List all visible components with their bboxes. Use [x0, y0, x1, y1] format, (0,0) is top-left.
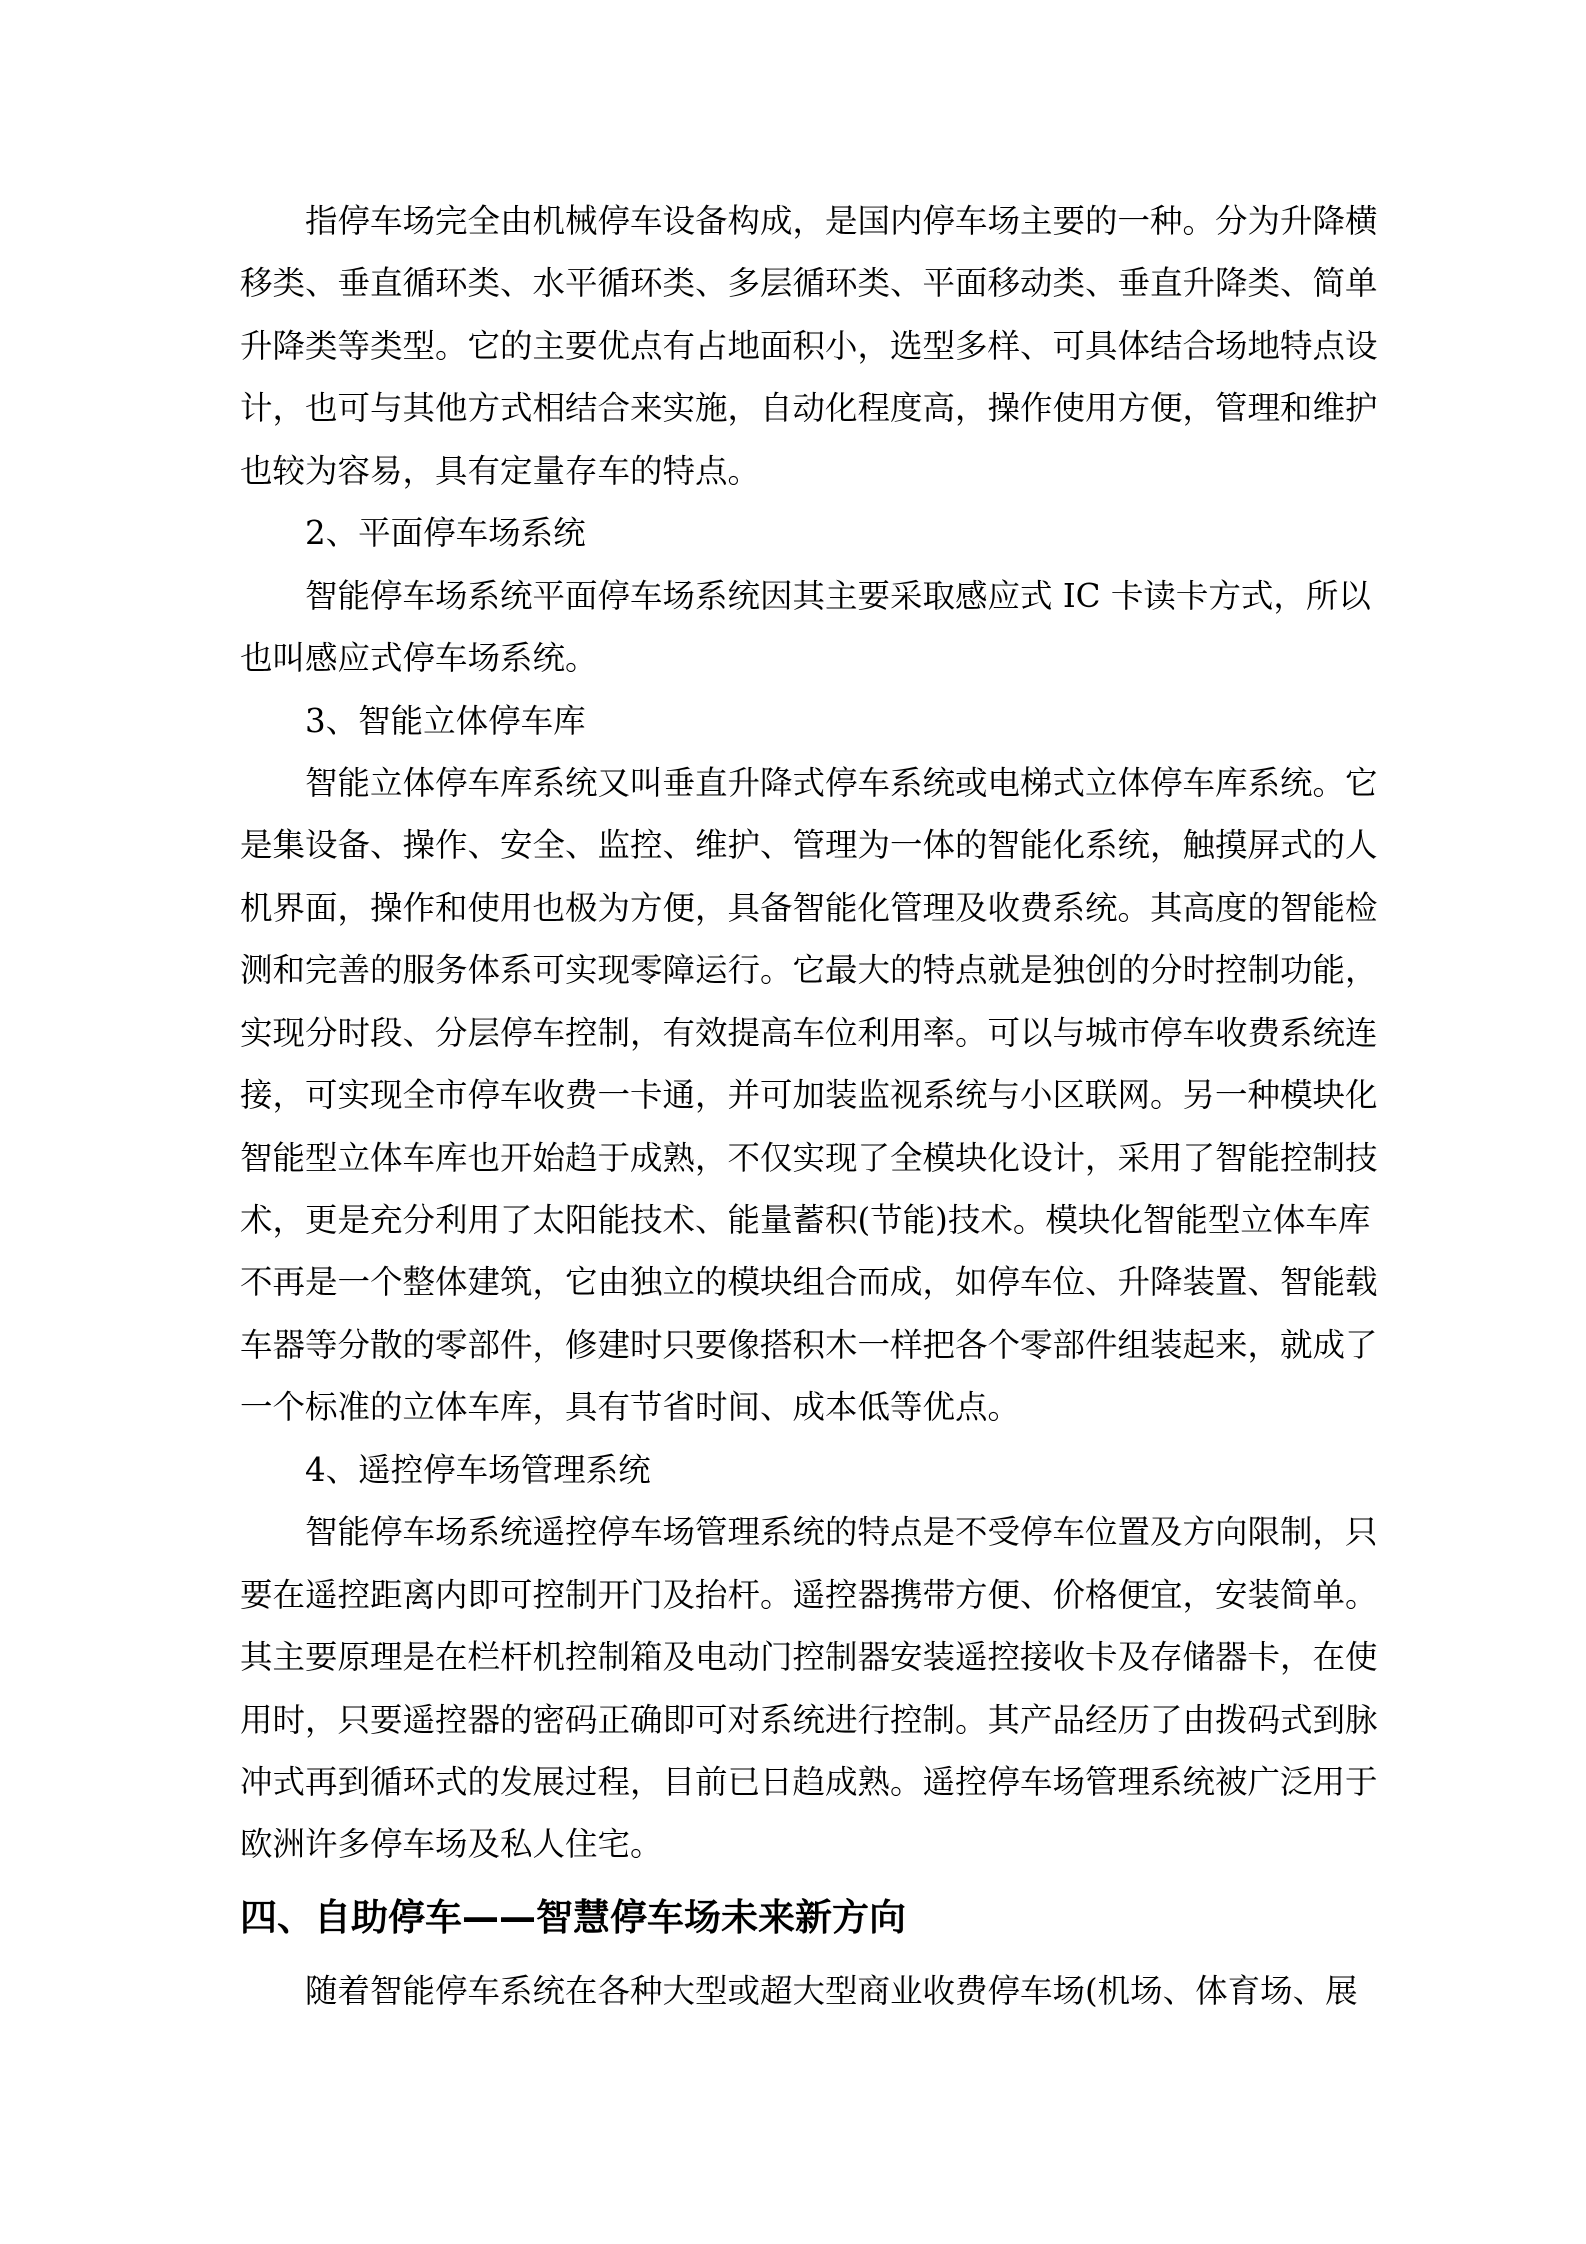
paragraph-line: 冲式再到循环式的发展过程，目前已日趋成熟。遥控停车场管理系统被广泛用于: [240, 1762, 1378, 1801]
paragraph-line: 实现分时段、分层停车控制，有效提高车位利用率。可以与城市停车收费系统连: [240, 1013, 1378, 1052]
document-body: [240, 190, 1378, 2022]
paragraph-line: 计，也可与其他方式相结合来实施，自动化程度高，操作使用方便，管理和维护: [240, 389, 1378, 428]
paragraph-line: 指停车场完全由机械停车设备构成，是国内停车场主要的一种。分为升降横: [305, 202, 1378, 240]
paragraph-line: 是集设备、操作、安全、监控、维护、管理为一体的智能化系统，触摸屏式的人: [240, 826, 1378, 865]
paragraph-line: 测和完善的服务体系可实现零障运行。它最大的特点就是独创的分时控制功能，: [240, 951, 1378, 990]
paragraph-line: 术，更是充分利用了太阳能技术、能量蓄积(节能)技术。模块化智能型立体车库: [240, 1201, 1371, 1239]
subheading-flat-parking-system: 2、平面停车场系统: [305, 514, 586, 553]
paragraph-smart-stereo-garage: [240, 752, 1378, 1439]
paragraph-remote-parking-management: [240, 1501, 1378, 1876]
paragraph-line: 也叫感应式停车场系统。: [240, 639, 598, 678]
paragraph-line: 欧洲许多停车场及私人住宅。: [240, 1825, 663, 1864]
section-heading-self-service-parking: 四、自助停车——智慧停车场未来新方向: [240, 1895, 906, 1939]
paragraph-self-service-parking: [240, 1960, 1358, 2022]
paragraph-line: 智能型立体车库也开始趋于成熟，不仅实现了全模块化设计，采用了智能控制技: [240, 1138, 1378, 1177]
paragraph-line: 用时，只要遥控器的密码正确即可对系统进行控制。其产品经历了由拨码式到脉: [240, 1700, 1378, 1739]
paragraph-flat-parking-system: [240, 565, 1371, 690]
paragraph-line: 升降类等类型。它的主要优点有占地面积小，选型多样、可具体结合场地特点设: [240, 326, 1378, 365]
paragraph-line: 也较为容易，具有定量存车的特点。: [240, 451, 761, 490]
paragraph-line: 智能停车场系统平面停车场系统因其主要采取感应式 IC 卡读卡方式，所以: [305, 576, 1371, 615]
paragraph-line: 要在遥控距离内即可控制开门及抬杆。遥控器携带方便、价格便宜，安装简单。: [240, 1575, 1378, 1614]
paragraph-line: 其主要原理是在栏杆机控制箱及电动门控制器安装遥控接收卡及存储器卡，在使: [240, 1638, 1378, 1677]
paragraph-line: 随着智能停车系统在各种大型或超大型商业收费停车场(机场、体育场、展: [305, 1971, 1358, 2010]
paragraph-mechanical-parking: [240, 190, 1378, 502]
paragraph-line: 机界面，操作和使用也极为方便，具备智能化管理及收费系统。其高度的智能检: [240, 888, 1378, 927]
paragraph-line: 车器等分散的零部件，修建时只要像搭积木一样把各个零部件组装起来，就成了: [240, 1325, 1378, 1364]
paragraph-line: 不再是一个整体建筑，它由独立的模块组合而成，如停车位、升降装置、智能载: [240, 1263, 1378, 1302]
paragraph-line: 接，可实现全市停车收费一卡通，并可加装监视系统与小区联网。另一种模块化: [240, 1076, 1378, 1115]
paragraph-line: 智能立体停车库系统又叫垂直升降式停车系统或电梯式立体停车库系统。它: [305, 763, 1378, 802]
subheading-remote-parking-management: 4、遥控停车场管理系统: [305, 1450, 651, 1489]
paragraph-line: 智能停车场系统遥控停车场管理系统的特点是不受停车位置及方向限制，只: [305, 1513, 1378, 1552]
paragraph-line: 一个标准的立体车库，具有节省时间、成本低等优点。: [240, 1388, 1021, 1427]
subheading-smart-stereo-garage: 3、智能立体停车库: [305, 701, 586, 740]
paragraph-line: 移类、垂直循环类、水平循环类、多层循环类、平面移动类、垂直升降类、简单: [240, 264, 1378, 303]
